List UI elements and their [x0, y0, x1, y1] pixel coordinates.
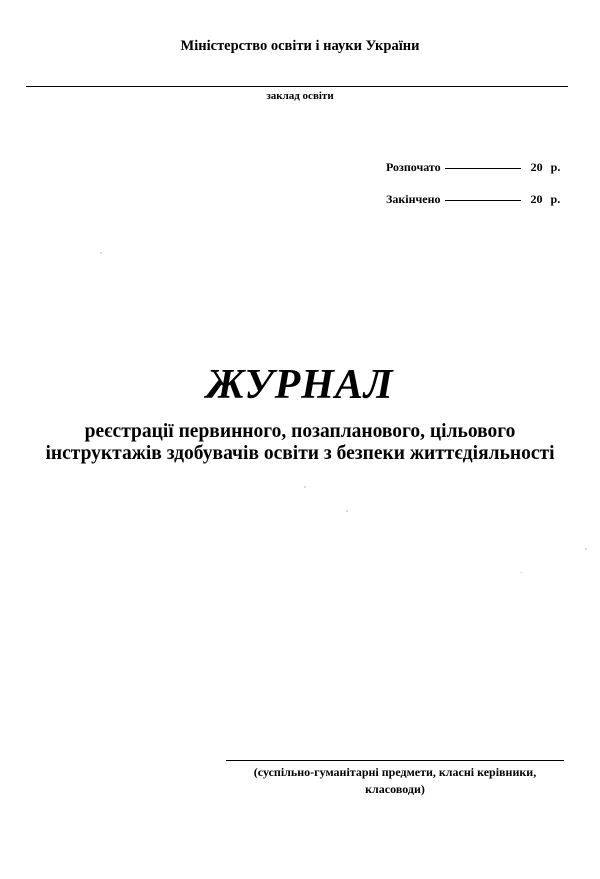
started-date-row	[386, 160, 560, 175]
subtitle-line-2: інструктажів здобувачів освіти з безпеки життєдіяльності	[45, 443, 555, 464]
started-year-suffix: р.	[550, 160, 561, 174]
started-date-blank	[445, 167, 521, 169]
finished-year-suffix: р.	[550, 192, 561, 206]
scan-speck	[520, 572, 522, 573]
scan-speck	[346, 510, 348, 512]
ministry-heading: Міністерство освіти і науки України	[180, 38, 420, 54]
finished-date-blank	[445, 199, 521, 201]
started-year-prefix: 20	[530, 160, 543, 174]
finished-year-prefix: 20	[530, 192, 543, 206]
category-caption-line-1: (суспільно-гуманітарні предмети, класні керівники,	[253, 765, 537, 779]
institution-caption: заклад освіти	[266, 90, 334, 102]
category-underline	[226, 760, 564, 761]
subtitle-line-1: реєстрації первинного, позапланового, цільового	[84, 421, 516, 442]
scan-speck	[585, 548, 587, 550]
journal-title: ЖУРНАЛ	[206, 362, 394, 408]
started-label: Розпочато	[386, 160, 441, 174]
institution-underline	[26, 86, 568, 87]
scan-speck	[100, 252, 102, 254]
finished-label: Закінчено	[386, 192, 441, 206]
finished-date-row	[386, 192, 560, 207]
category-caption-line-2: класоводи)	[365, 782, 425, 796]
scan-speck	[304, 486, 306, 488]
